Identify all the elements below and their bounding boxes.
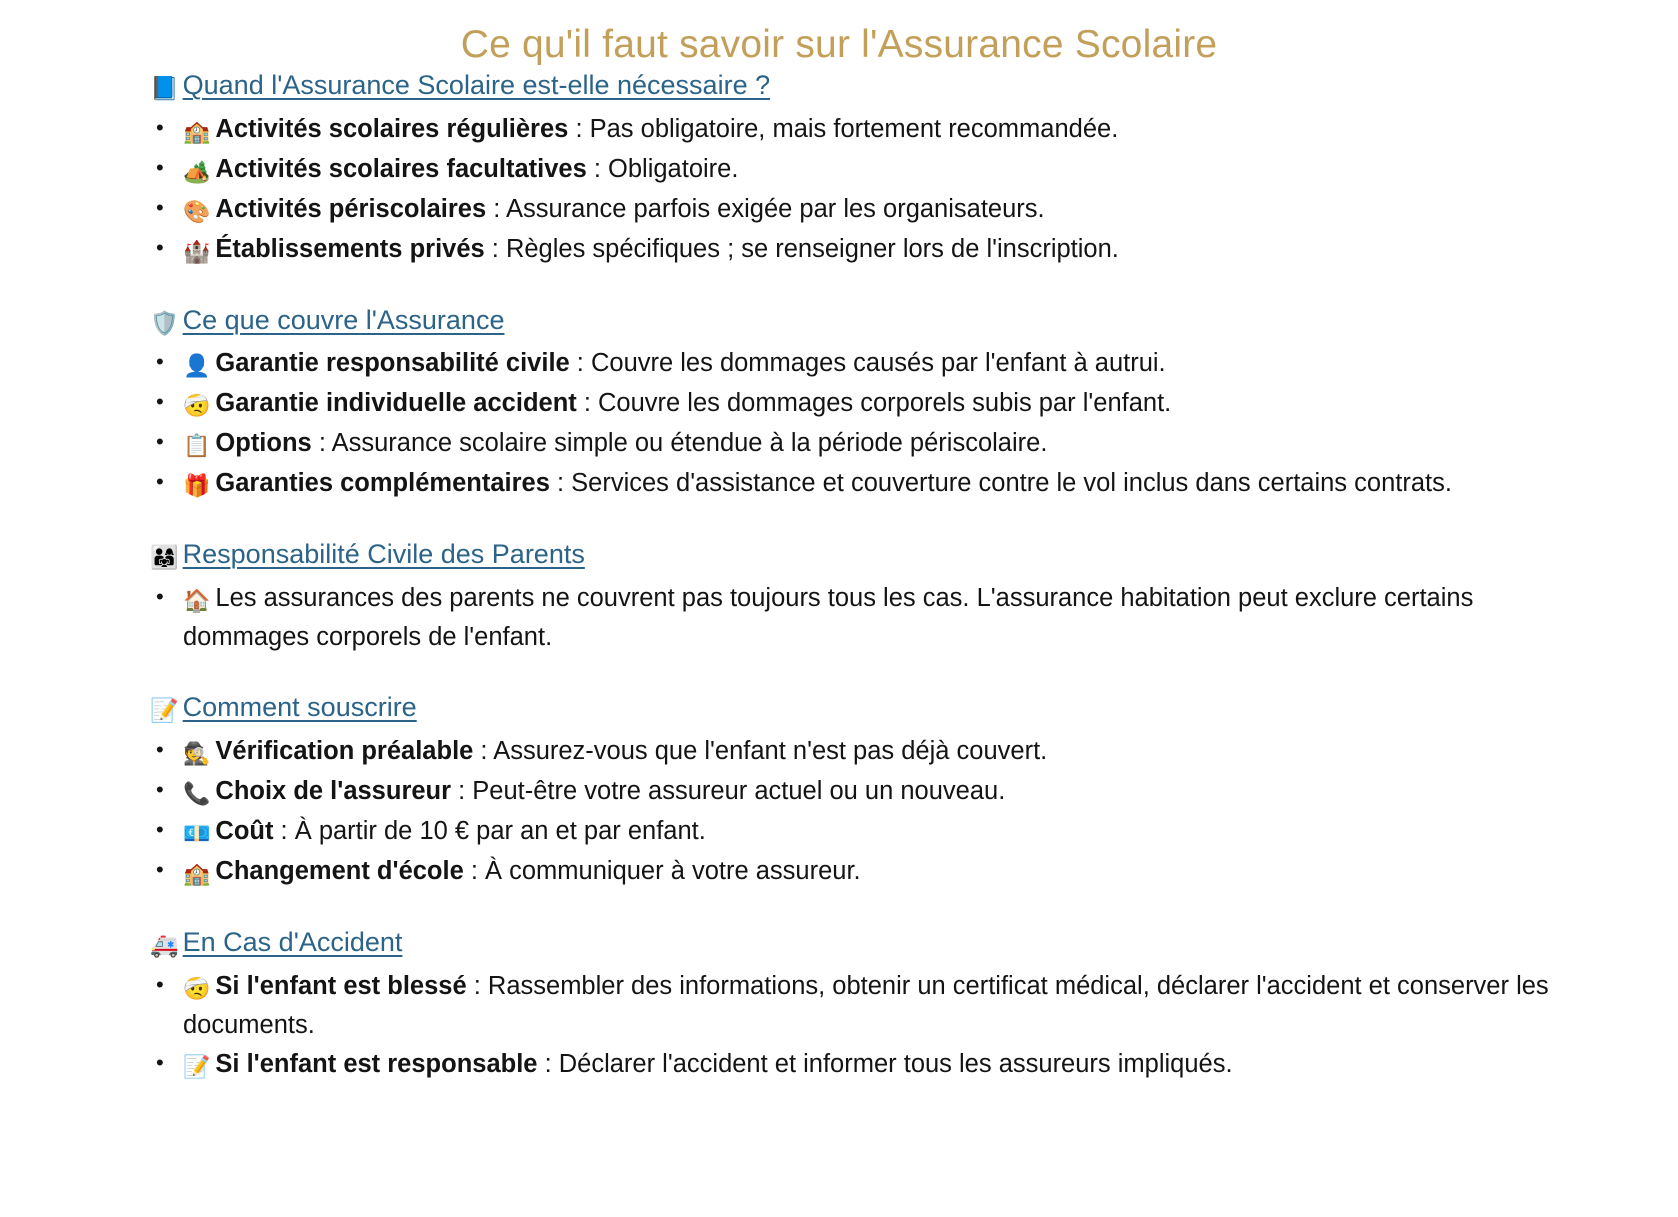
list-item — [150, 424, 1558, 463]
camping-icon: 🏕️ — [183, 159, 211, 185]
bullet-list-ce-que-couvre — [150, 344, 1558, 503]
list-item — [150, 732, 1558, 771]
gift-icon: 🎁 — [183, 474, 211, 500]
section-heading-comment-souscrire[interactable] — [150, 691, 1558, 726]
school-icon: 🏫 — [183, 862, 211, 888]
list-item — [150, 190, 1558, 229]
shield-icon: 🛡️ — [150, 310, 179, 337]
document-content — [0, 69, 1678, 1084]
house-icon: 🏠 — [183, 589, 211, 615]
list-item — [150, 579, 1558, 656]
list-item — [150, 384, 1558, 423]
list-item-text: : À communiquer à votre assureur. — [463, 857, 861, 886]
list-item-text: : Services d'assistance et couverture contre le vol inclus dans certains contrats. — [549, 469, 1452, 498]
list-item-term: Changement d'école — [215, 857, 464, 886]
section-ce-que-couvre — [150, 304, 1558, 504]
list-item-term: Coût — [215, 817, 274, 846]
list-item — [150, 967, 1558, 1044]
list-item-text: : Déclarer l'accident et informer tous les assureurs impliqués. — [537, 1050, 1233, 1079]
list-item-text: : Assurance parfois exigée par les organisateurs. — [486, 194, 1045, 223]
bullet-list-en-cas-accident — [150, 967, 1558, 1084]
section-en-cas-accident — [150, 926, 1558, 1084]
section-comment-souscrire — [150, 691, 1558, 891]
section-heading-label: Responsabilité Civile des Parents — [182, 539, 585, 570]
list-item-term: Activités scolaires facultatives — [215, 154, 587, 183]
section-spacer — [150, 892, 1558, 926]
list-item-term: Garantie individuelle accident — [215, 389, 577, 418]
list-item-term: Activités scolaires régulières — [215, 114, 569, 143]
list-item — [150, 464, 1558, 503]
face-with-head-bandage-icon: 🤕 — [183, 976, 211, 1002]
list-item — [150, 772, 1558, 811]
clipboard-icon: 📋 — [183, 434, 211, 460]
list-item-text: : Obligatoire. — [586, 154, 739, 183]
blue-book-icon: 📘 — [150, 75, 179, 102]
list-item-term: Si l'enfant est responsable — [215, 1050, 538, 1079]
artist-palette-icon: 🎨 — [183, 199, 211, 225]
bullet-list-comment-souscrire — [150, 732, 1558, 891]
list-item-text: : Assurez-vous que l'enfant n'est pas déjà couvert. — [473, 737, 1048, 766]
section-responsabilite-civile-parents — [150, 538, 1558, 656]
list-item — [150, 812, 1558, 851]
list-item-term: Si l'enfant est blessé — [215, 971, 467, 1000]
list-item-term: Choix de l'assureur — [215, 777, 452, 806]
list-item — [150, 110, 1558, 149]
castle-icon: 🏰 — [183, 239, 211, 265]
section-spacer — [150, 657, 1558, 691]
face-with-head-bandage-icon: 🤕 — [183, 394, 211, 420]
list-item-text: : Peut-être votre assureur actuel ou un nouveau. — [451, 777, 1006, 806]
list-item — [150, 1045, 1558, 1084]
memo-icon: 📝 — [183, 1055, 211, 1081]
list-item-term: Garanties complémentaires — [215, 469, 550, 498]
sections-container — [150, 69, 1558, 1084]
section-heading-label: Comment souscrire — [182, 692, 417, 723]
list-item — [150, 230, 1558, 269]
page-title: Ce qu'il faut savoir sur l'Assurance Scolaire — [460, 23, 1218, 66]
list-item-text: : Rassembler des informations, obtenir un certificat médical, déclarer l'accident et conserver les documents. — [183, 971, 1549, 1039]
list-item-term: Établissements privés — [215, 234, 485, 263]
section-heading-quand-necessaire[interactable] — [150, 69, 1558, 104]
memo-icon: 📝 — [150, 698, 179, 725]
bullet-list-quand-necessaire — [150, 110, 1558, 269]
section-heading-label: En Cas d'Accident — [182, 927, 403, 958]
bullet-list-responsabilite-civile-parents — [150, 579, 1558, 656]
list-item-text: : Règles spécifiques ; se renseigner lors de l'inscription. — [484, 234, 1119, 263]
list-item-text: : Couvre les dommages corporels subis par l'enfant. — [576, 389, 1172, 418]
list-item — [150, 852, 1558, 891]
list-item-text: : Assurance scolaire simple ou étendue à la période périscolaire. — [311, 429, 1048, 458]
section-heading-label: Quand l'Assurance Scolaire est-elle nécessaire ? — [182, 69, 771, 100]
section-spacer — [150, 504, 1558, 538]
section-quand-necessaire — [150, 69, 1558, 269]
section-heading-label: Ce que couvre l'Assurance — [182, 304, 505, 335]
section-spacer — [150, 270, 1558, 304]
section-heading-responsabilite-civile-parents[interactable] — [150, 538, 1558, 573]
list-item-term: Options — [215, 429, 312, 458]
list-item-term: Garantie responsabilité civile — [215, 349, 570, 378]
bust-in-silhouette-icon: 👤 — [183, 354, 211, 380]
list-item-term: Vérification préalable — [215, 737, 474, 766]
euro-banknote-icon: 💶 — [183, 822, 211, 848]
list-item-text: Les assurances des parents ne couvrent pas toujours tous les cas. L'assurance habitation peut exclure certains dommages corporels de l'enfant. — [183, 584, 1474, 652]
section-heading-en-cas-accident[interactable] — [150, 926, 1558, 961]
list-item-text: : À partir de 10 € par an et par enfant. — [273, 817, 706, 846]
list-item-term: Activités périscolaires — [215, 194, 487, 223]
family-icon: 👨‍👩‍👧 — [150, 545, 179, 572]
school-icon: 🏫 — [183, 119, 211, 145]
list-item-text: : Couvre les dommages causés par l'enfant à autrui. — [569, 349, 1166, 378]
ambulance-icon: 🚑 — [150, 933, 179, 960]
list-item-text: : Pas obligatoire, mais fortement recommandée. — [568, 114, 1119, 143]
telephone-receiver-icon: 📞 — [183, 782, 211, 808]
detective-icon: 🕵️ — [183, 742, 211, 768]
section-heading-ce-que-couvre[interactable] — [150, 304, 1558, 339]
list-item — [150, 344, 1558, 383]
list-item — [150, 150, 1558, 189]
